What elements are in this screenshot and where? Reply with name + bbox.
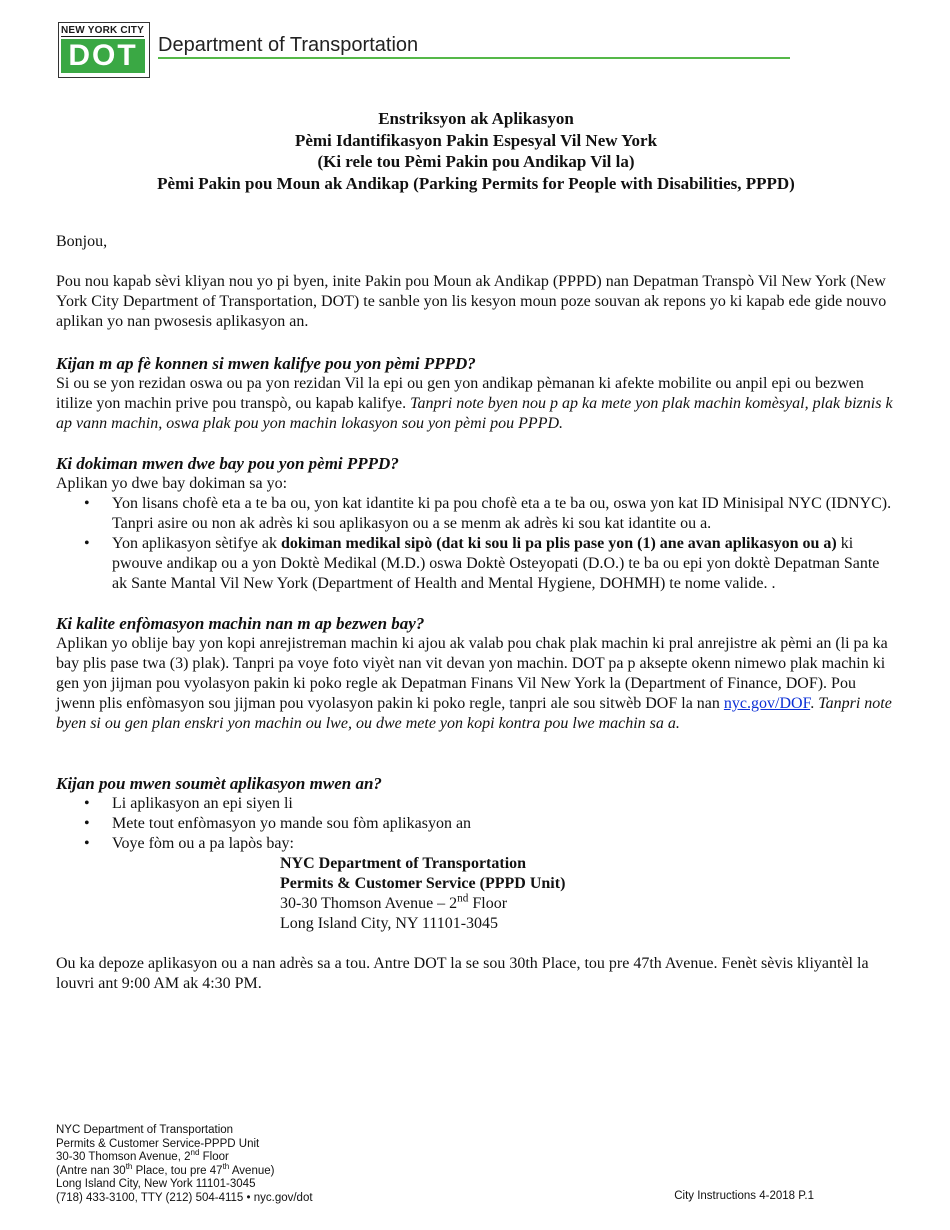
document-title — [56, 108, 896, 194]
greeting: Bonjou, — [56, 233, 108, 250]
logo-top-text: NEW YORK CITY — [61, 25, 144, 36]
eligibility-note: Tanpri note byen nou p ap ka mete yon plak machin komèsyal, plak biznis k ap vann machin, oswa plak pou yon machin lokasyon sou yon pèmi pou PPPD. — [56, 395, 893, 432]
list-item: • Mete tout enfòmasyon yo mande sou fòm aplikasyon an — [56, 814, 896, 834]
mailing-address — [56, 854, 896, 934]
footer-line-4-c: Avenue) — [229, 1164, 275, 1177]
section-vehicle-heading: Ki kalite enfòmasyon machin nan m ap bezwen bay? — [56, 614, 425, 633]
address-line-3-pre: 30-30 Thomson Avenue – 2 — [280, 895, 458, 912]
list-item: • Voye fòm ou a pa lapòs bay: — [56, 834, 896, 854]
intro-paragraph: Pou nou kapab sèvi kliyan nou yo pi byen, inite Pakin pou Moun ak Andikap (PPPD) nan Depatman Transpò Vil New York (New York City Department of Transportation, DOT) te sanble yon lis kesyon moun poze souvan ak repons yo ki kapab ede gide nouvo aplikan yo nan pwosesis aplikasyon an. — [56, 273, 887, 330]
footer-line-4-sup1: th — [125, 1161, 133, 1171]
dof-link[interactable]: nyc.gov/DOF — [723, 695, 811, 712]
page-number: City Instructions 4-2018 P.1 — [674, 1190, 814, 1202]
footer-line-6: (718) 433-3100, TTY (212) 504-4115 • nyc.gov/dot — [56, 1191, 313, 1204]
section-eligibility-text — [56, 374, 896, 434]
title-line-4: Pèmi Pakin pou Moun ak Andikap (Parking Permits for People with Disabilities, PPPD) — [157, 173, 795, 193]
list-item — [56, 534, 896, 594]
footer-line-4-b: Place, tou pre 47 — [132, 1164, 223, 1177]
section-eligibility-heading: Kijan m ap fè konnen si mwen kalifye pou yon pèmi PPPD? — [56, 354, 476, 373]
department-name: Department of Transportation — [158, 34, 419, 56]
header-rule — [158, 57, 790, 59]
footer-line-1: NYC Department of Transportation — [56, 1124, 234, 1136]
footer-line-4-a: (Antre nan 30 — [56, 1164, 126, 1177]
address-line-4: Long Island City, NY 11101-3045 — [280, 915, 499, 932]
footer-line-3-pre: 30-30 Thomson Avenue, 2 — [56, 1151, 191, 1164]
section-vehicle-text — [56, 634, 896, 734]
footer-line-4 — [56, 1161, 896, 1179]
list-item: • Li aplikasyon an epi siyen li — [56, 794, 896, 814]
address-line-3 — [280, 894, 896, 914]
footer-line-4-sup2: th — [222, 1161, 230, 1171]
bullet2-post: ki pwouve andikap ou a yon Doktè Medikal (M.D.) oswa Doktè Osteyopati (D.O.) te ba ou epi yon doktè Depatman Sante ak Sante Mantal Vil New York (Department of Health and Mental Hygiene, DOHMH) te nome valide. . — [112, 535, 880, 592]
address-line-3-sup: nd — [457, 892, 469, 905]
document-body — [56, 232, 896, 994]
footer-line-5: Long Island City, New York 11101-3045 — [56, 1178, 256, 1191]
submit-list — [56, 794, 896, 854]
title-line-1: Enstriksyon ak Aplikasyon — [378, 109, 574, 128]
closing-paragraph: Ou ka depoze aplikasyon ou a nan adrès sa a tou. Antre DOT la se sou 30th Place, tou pre 47th Avenue. Fenèt sèvis kliyantèl la louvri ant 9:00 AM ak 4:30 PM. — [56, 955, 869, 992]
footer-line-3-post: Floor — [199, 1151, 229, 1164]
title-line-2: Pèmi Idantifikasyon Pakin Espesyal Vil New York — [294, 130, 658, 150]
list-item: • Yon lisans chofè eta a te ba ou, yon kat idantite ki pa pou chofè eta a te ba ou, oswa yon kat ID Minisipal NYC (IDNYC). Tanpri asire ou non ak adrès ki sou aplikasyon ou a se menm ak adrès ki sou kat idantite ou a. — [56, 494, 896, 534]
bullet2-pre: Yon aplikasyon sètifye ak — [112, 535, 282, 552]
section-documents-heading: Ki dokiman mwen dwe bay pou yon pèmi PPPD? — [56, 454, 399, 473]
footer-line-2: Permits & Customer Service-PPPD Unit — [56, 1137, 260, 1150]
documents-intro: Aplikan yo dwe bay dokiman sa yo: — [56, 475, 288, 492]
footer-line-3 — [56, 1148, 896, 1165]
address-line-2: Permits & Customer Service (PPPD Unit) — [280, 875, 566, 892]
footer-line-3-sup: nd — [190, 1148, 200, 1158]
vehicle-note: Tanpri note byen si ou gen plan enskri yon machin ou lwe, ou dwe mete yon kopi kontra pou lwe machin sa a. — [56, 695, 892, 732]
page-header — [58, 22, 790, 80]
bullet2-bold: dokiman medikal sipò (dat ki sou li pa plis pase yon (1) ane avan aplikasyon ou a) — [281, 535, 837, 552]
logo-main-text: DOT — [61, 39, 145, 73]
section-submit-heading: Kijan pou mwen soumèt aplikasyon mwen an? — [56, 774, 382, 793]
address-line-3-post: Floor — [468, 895, 508, 912]
eligibility-text: Si ou se yon rezidan oswa ou pa yon rezidan Vil la epi ou gen yon andikap pèmanan ki afekte mobilite ou anpil epi ou bezwen itilize yon machin prive pou transpò, ou kapab kalifye. — [56, 375, 864, 412]
nyc-dot-logo — [58, 22, 150, 78]
vehicle-after-link: . — [810, 695, 819, 712]
documents-list — [56, 494, 896, 594]
vehicle-text: Aplikan yo oblije bay yon kopi anrejistreman machin ki ajou ak valab pou chak plak machin ki pral anrejistre ak pèmi an (li pa ka bay plis pase twa (3) plak). Tanpri pa voye foto viyèt nan vit devan yon machin. DOT pa p aksepte okenn nimewo plak machin ki gen yon jijman pou vyolasyon pakin ki poko regle ak Depatman Finans Vil New York la (Department of Finance, DOF). Pou jwenn plis enfòmasyon sou jijman pou vyolasyon pakin ki poko regle, tanpri ale sou sitwèb DOF la nan — [56, 635, 888, 712]
address-line-1: NYC Department of Transportation — [280, 855, 527, 872]
title-line-3: (Ki rele tou Pèmi Pakin pou Andikap Vil la) — [317, 152, 635, 171]
